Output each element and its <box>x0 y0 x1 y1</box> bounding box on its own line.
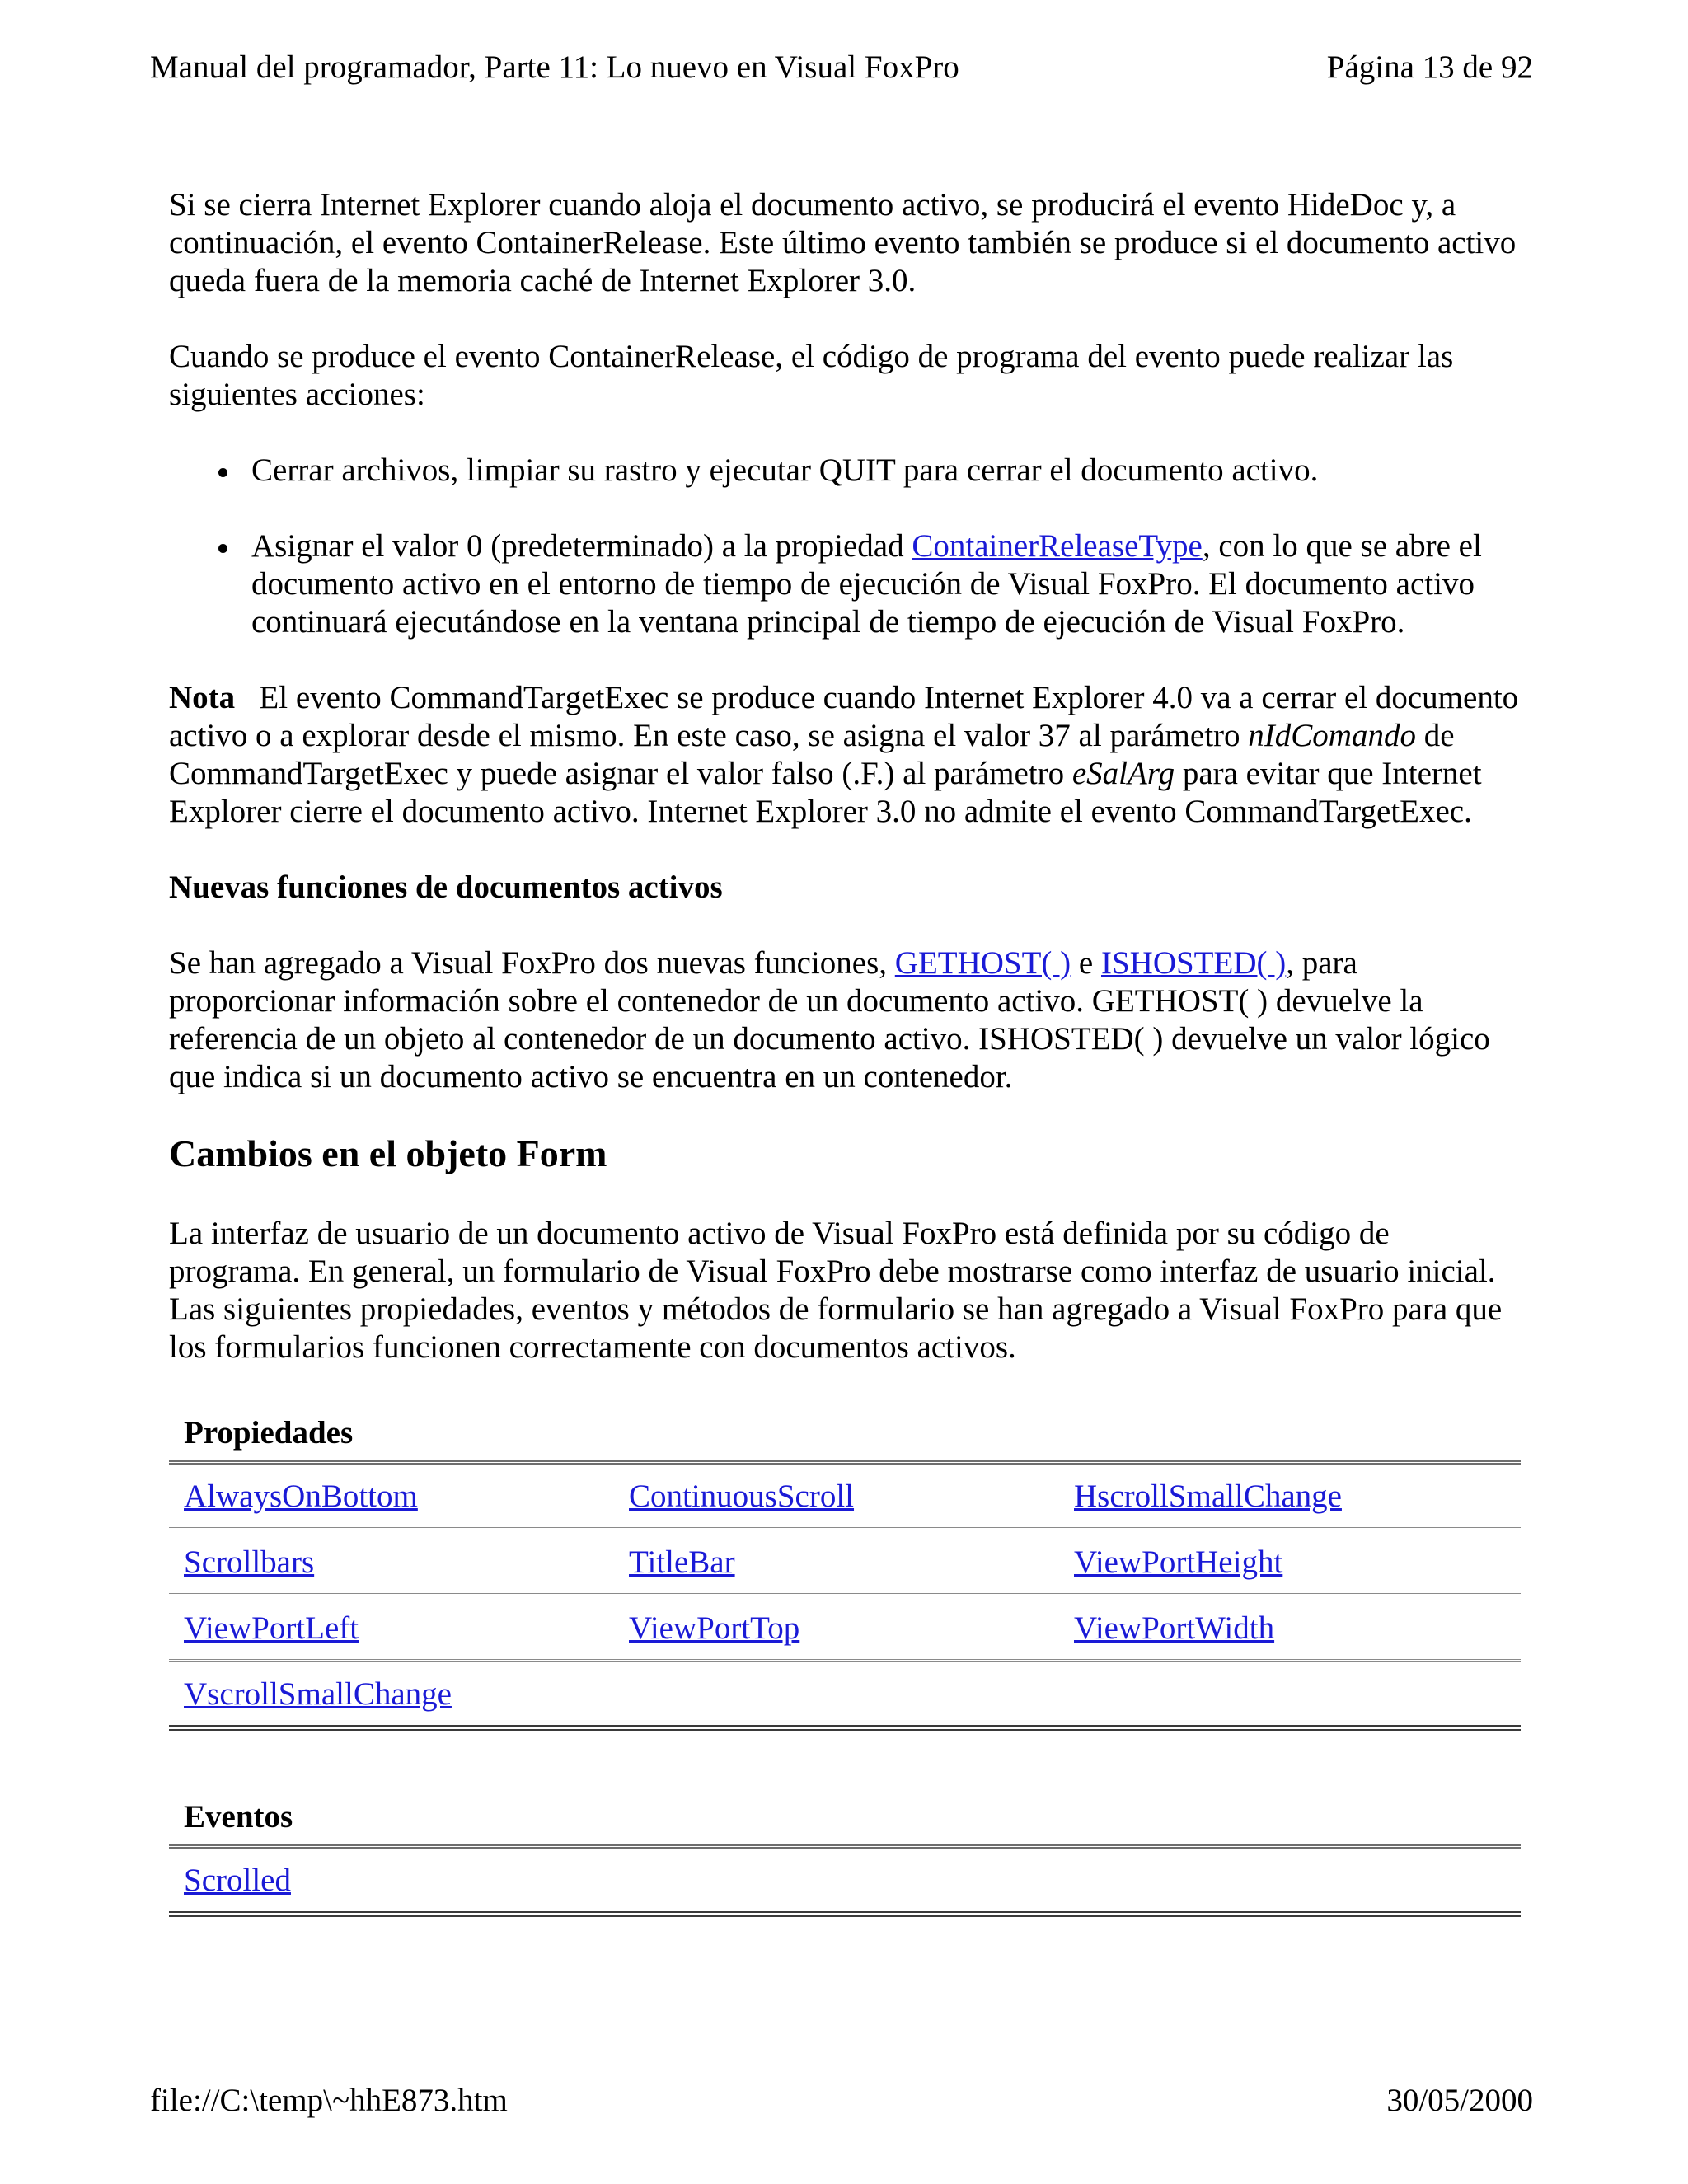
paragraph-functions <box>169 944 1521 1096</box>
link-vscrollsmallchange[interactable]: VscrollSmallChange <box>184 1675 452 1712</box>
list-item-text-before: Asignar el valor 0 (predeterminado) a la propiedad <box>251 528 912 564</box>
events-table <box>169 1798 1521 1917</box>
link-viewportleft[interactable]: ViewPortLeft <box>184 1610 359 1646</box>
table-row <box>169 1849 1521 1917</box>
paragraph-text: Se han agregado a Visual FoxPro dos nuevas funciones, <box>169 945 895 981</box>
events-heading: Eventos <box>169 1798 1521 1849</box>
section-heading-form: Cambios en el objeto Form <box>169 1132 607 1174</box>
table-row <box>169 1465 1521 1530</box>
paragraph-form: La interfaz de usuario de un documento activo de Visual FoxPro está definida por su código de programa. En general, un formulario de Visual FoxPro debe mostrarse como interfaz de usuario inicial. Las siguientes propiedades, eventos y métodos de formulario se han agregado a Visual FoxPro para que los formularios funcionen correctamente con documentos activos. <box>169 1216 1503 1365</box>
footer-file-path: file://C:\temp\~hhE873.htm <box>150 2083 508 2118</box>
properties-heading: Propiedades <box>169 1414 1521 1465</box>
link-ishosted[interactable]: ISHOSTED( ) <box>1100 945 1287 981</box>
list-item <box>169 452 1521 490</box>
link-viewportheight[interactable]: ViewPortHeight <box>1074 1544 1283 1580</box>
footer-date: 30/05/2000 <box>1386 2083 1533 2118</box>
list-item <box>169 527 1521 641</box>
table-row <box>169 1662 1521 1731</box>
link-scrollbars[interactable]: Scrollbars <box>184 1544 315 1580</box>
link-viewportwidth[interactable]: ViewPortWidth <box>1074 1610 1275 1646</box>
link-viewporttop[interactable]: ViewPortTop <box>629 1610 800 1646</box>
note-label: Nota <box>169 680 236 715</box>
bullet-icon <box>218 468 227 477</box>
page-footer <box>150 2081 1533 2121</box>
link-scrolled[interactable]: Scrolled <box>184 1862 291 1898</box>
page-number: Página 13 de 92 <box>1326 49 1533 85</box>
paragraph-text: , para proporcionar información sobre el contenedor de un documento activo. GETHOST( ) devuelve la referencia de un objeto al contenedor de un documento activo. ISHOSTED( ) devuelve un valor lógico que indica si un documento activo se encuentra en un contenedor. <box>169 945 1490 1094</box>
page-header <box>150 48 1533 87</box>
link-alwaysonbottom[interactable]: AlwaysOnBottom <box>184 1478 418 1514</box>
header-title: Manual del programador, Parte 11: Lo nuevo en Visual FoxPro <box>150 49 959 85</box>
note-text: para evitar que Internet Explorer cierre el documento activo. Internet Explorer 3.0 no admite el evento CommandTargetExec. <box>169 756 1482 829</box>
subheading-functions: Nuevas funciones de documentos activos <box>169 869 723 905</box>
list-item-text: Cerrar archivos, limpiar su rastro y ejecutar QUIT para cerrar el documento activo. <box>251 452 1319 488</box>
table-row <box>169 1596 1521 1662</box>
properties-table <box>169 1414 1521 1731</box>
list-item-text-after: , con lo que se abre el documento activo en el entorno de tiempo de ejecución de Visual FoxPro. El documento activo continuará ejecutándose en la ventana principal de tiempo de ejecución de Visual FoxPro. <box>251 528 1482 640</box>
link-containerreleasetype[interactable]: ContainerReleaseType <box>912 528 1203 564</box>
note-text: de CommandTargetExec y puede asignar el valor falso (.F.) al parámetro <box>169 718 1455 791</box>
link-hscrollsmallchange[interactable]: HscrollSmallChange <box>1074 1478 1342 1514</box>
link-continuousscroll[interactable]: ContinuousScroll <box>629 1478 855 1514</box>
actions-list <box>169 452 1521 641</box>
param-esalarg: eSalArg <box>1071 756 1175 791</box>
paragraph-text: e <box>1071 945 1101 981</box>
note-text: El evento CommandTargetExec se produce cuando Internet Explorer 4.0 va a cerrar el documento activo o a explorar desde el mismo. En este caso, se asigna el valor 37 al parámetro <box>169 680 1519 753</box>
paragraph-containerrelease: Cuando se produce el evento ContainerRelease, el código de programa del evento puede realizar las siguientes acciones: <box>169 339 1454 412</box>
link-gethost[interactable]: GETHOST( ) <box>894 945 1071 981</box>
param-nidcomando: nIdComando <box>1248 718 1416 753</box>
bullet-icon <box>218 544 227 553</box>
table-row <box>169 1530 1521 1596</box>
note-paragraph <box>169 679 1521 831</box>
link-titlebar[interactable]: TitleBar <box>629 1544 735 1580</box>
paragraph-hidedoc: Si se cierra Internet Explorer cuando aloja el documento activo, se producirá el evento HideDoc y, a continuación, el evento ContainerRelease. Este último evento también se produce si el documento activo queda fuera de la memoria caché de Internet Explorer 3.0. <box>169 187 1517 298</box>
document-body <box>169 186 1521 1917</box>
